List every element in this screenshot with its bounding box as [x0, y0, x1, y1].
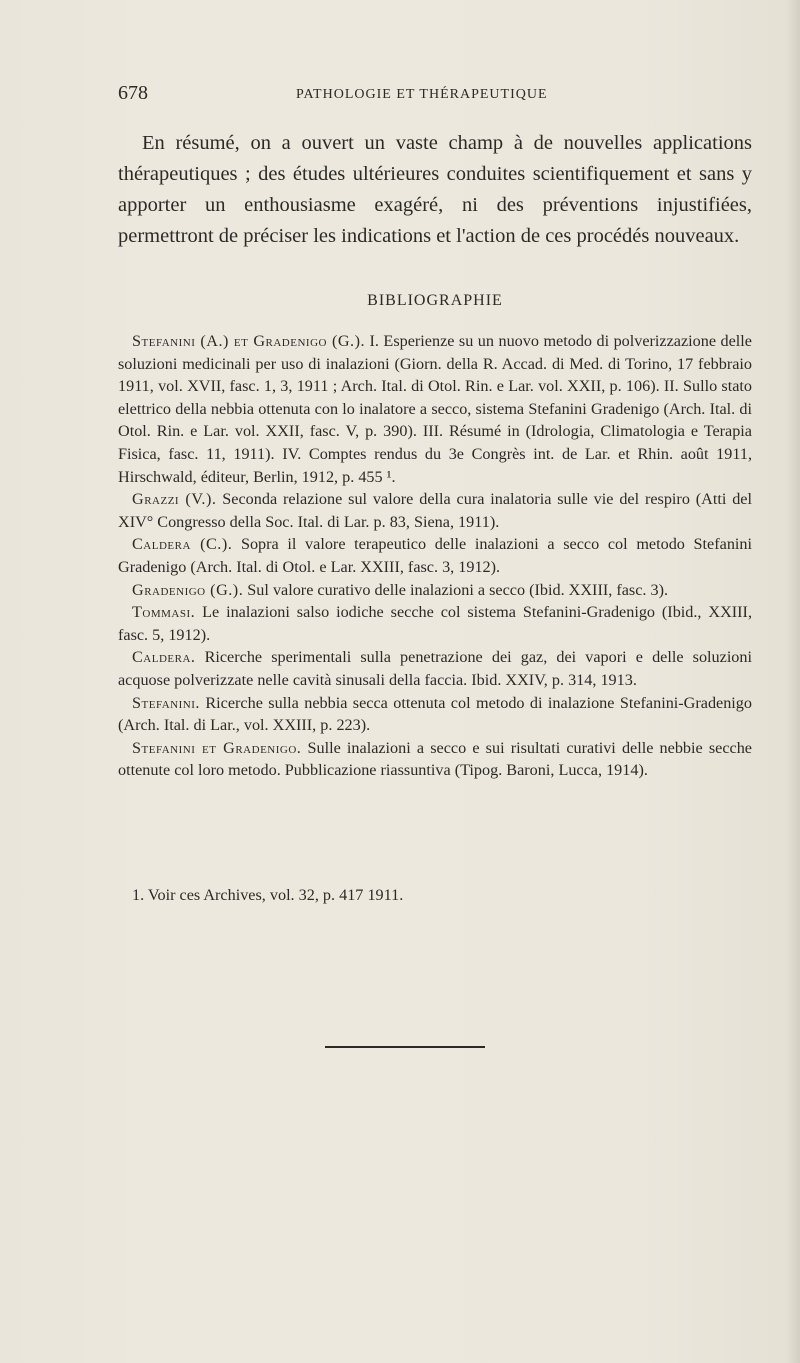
bibliography-heading: BIBLIOGRAPHIE: [367, 292, 503, 309]
entry-author: Tommasi.: [132, 603, 196, 622]
bibliography-entry: [118, 579, 752, 602]
bibliography-entry: [118, 692, 752, 737]
entry-author: Grazzi (V.).: [132, 490, 217, 509]
entry-text: Sul valore curativo delle inalazioni a secco (Ibid. XXIII, fasc. 3).: [243, 580, 669, 599]
running-header: [118, 82, 692, 106]
entry-text: I. Esperienze su un nuovo metodo di polverizzazione delle soluzioni medicinali per uso di inalazioni (Giorn. della R. Accad. di Med. di Torino, 17 febbraio 1911, vol. XVII, fasc. 1, 3, 1911 ; Arch. Ital. di Otol. Rin. e Lar. vol. XXII, p. 106). II. Sullo stato elettrico della nebbia ottenuta con lo inalatore a secco, sistema Stefanini Gradenigo (Arch. Ital. di Otol. Rin. e Lar. vol. XXII, fasc. V, p. 390). III. Résumé in (Idrologia, Climatologia e Terapia Fisica, fasc. 11, 1911). IV. Comptes rendus du 3e Congrès int. de Lar. et Rhin. août 1911, Hirschwald, éditeur, Berlin, 1912, p. 455 ¹.: [118, 332, 752, 486]
bibliography-entry: [118, 646, 752, 691]
entry-author: Stefanini.: [132, 693, 200, 712]
entry-text: Sopra il valore terapeutico delle inalazioni a secco col metodo Stefanini Gradenigo (Arch. Ital. di Otol. e Lar. XXIII, fasc. 3, 1912).: [118, 535, 752, 576]
end-rule-divider: [325, 1046, 485, 1048]
bibliography-list: [118, 330, 752, 782]
entry-author: Gradenigo (G.).: [132, 580, 244, 599]
bibliography-entry: [118, 488, 752, 533]
summary-paragraph: [118, 128, 752, 252]
bibliography-entry: [118, 601, 752, 646]
entry-text: Seconda relazione sul valore della cura inalatoria sulle vie del respiro (Atti del XIV° Congresso della Soc. Ital. di Lar. p. 83, Siena, 1911).: [118, 490, 752, 531]
entry-author: Caldera.: [132, 648, 196, 667]
entry-text: Le inalazioni salso iodiche secche col sistema Stefanini-Gradenigo (Ibid., XXIII, fasc. 5, 1912).: [118, 603, 752, 644]
running-title: PATHOLOGIE ET THÉRAPEUTIQUE: [296, 87, 548, 102]
bibliography-entry: [118, 330, 752, 488]
page-edge-shadow: [786, 0, 800, 1363]
entry-text: Ricerche sulla nebbia secca ottenuta col metodo di inalazione Stefanini-Gradenigo (Arch. Ital. di Lar., vol. XXIII, p. 223).: [118, 693, 752, 735]
entry-author: Stefanini (A.) et Gradenigo (G.).: [132, 332, 366, 350]
bibliography-entry: [118, 533, 752, 578]
bibliography-entry: [118, 737, 752, 782]
page-number: 678: [118, 82, 148, 104]
entry-author: Caldera (C.).: [132, 535, 233, 554]
entry-text: Sulle inalazioni a secco e sui risultati curativi delle nebbie secche ottenute col loro metodo. Pubblicazione riassuntiva (Tipog. Baroni, Lucca, 1914).: [118, 738, 752, 780]
entry-text: Ricerche sperimentali sulla penetrazione dei gaz, dei vapori e delle soluzioni acquose polverizzate nelle cavità sinusali della faccia. Ibid. XXIV, p. 314, 1913.: [118, 648, 752, 689]
summary-text: En résumé, on a ouvert un vaste champ à de nouvelles applications thérapeutiques ; des études ultérieures conduites scientifiquement et sans y apporter un enthousiasme exagéré, ni des préventions injustifiées, permettront de préciser les indications et l'action de ces procédés nouveaux.: [118, 132, 752, 247]
entry-author: Stefanini et Gradenigo.: [132, 738, 302, 757]
footnote: 1. Voir ces Archives, vol. 32, p. 417 1911.: [132, 886, 404, 904]
